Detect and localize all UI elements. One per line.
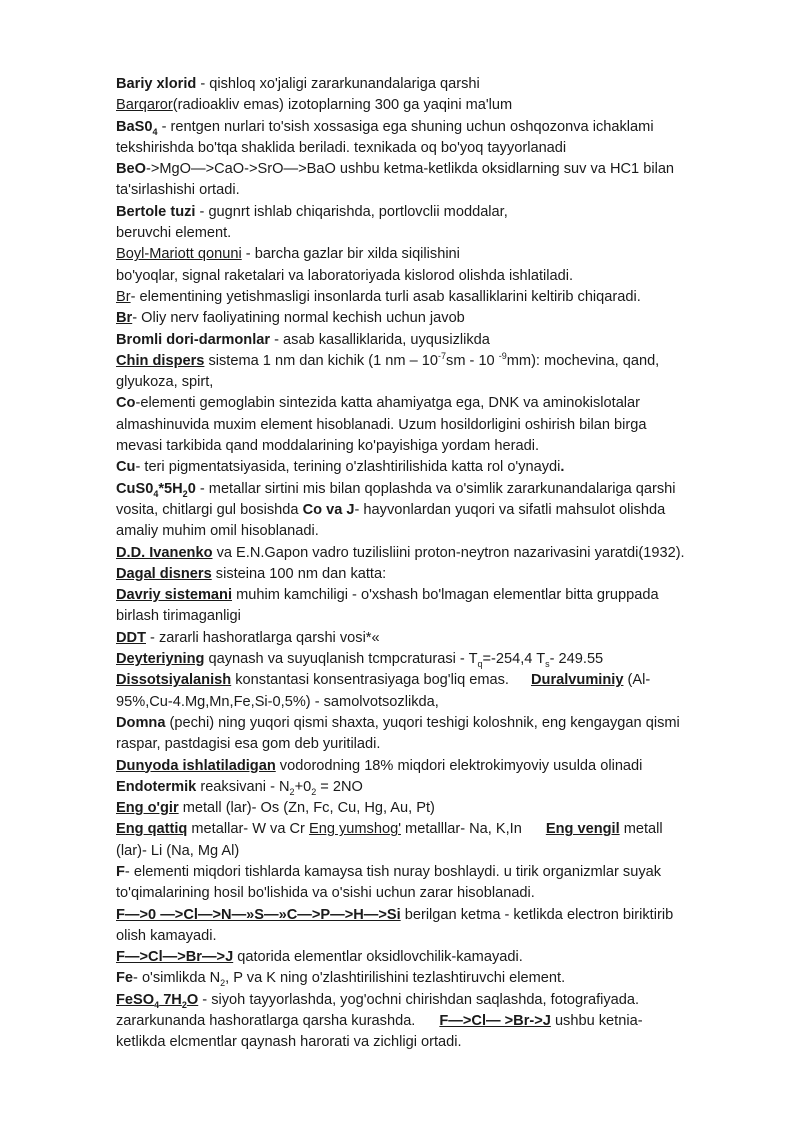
entry-feso4-cont: zararkunanda hashoratlarga qarsha kurashda. F—>Cl— >Br->J ushbu ketnia- (116, 1013, 643, 1030)
entry-domna-cont: raspar, pastdagisi esa gom deb yuritiladi. (116, 736, 381, 753)
entry-fe: Fe- o'simlikda $N_2$, P va K ning o'zlashtirilishini tezlashtiruvchi element. (116, 970, 566, 989)
entry-deyteriy: Deyteriyning qaynash va suyuqlanish tcmpcraturasi - $T_q=-254,4$ $T_s-$ 249.55 (116, 651, 604, 669)
entry-barqaror (116, 95, 756, 116)
term: $BaS0_4$ (116, 118, 158, 137)
entry-co-cont: almashinuvida muxim element hisoblanadi. Uzum hosildorligini oshirish bilan birga (116, 416, 647, 433)
term: D.D. Ivanenko (116, 544, 213, 561)
entry-davriy-cont: birlash tirimaganligi (116, 608, 241, 625)
term: Endotermik (116, 778, 197, 795)
definition: - rentgen nurlari to'sish xossasiga ega shuning uchun oshqozonva ichaklami (157, 118, 654, 135)
term: Bariy xlorid (116, 76, 197, 92)
entry-feso4-cont2: ketlikda elcmentlar qaynash harorati va zichligi ortadi. (116, 1034, 462, 1051)
term: Dagal disners (116, 565, 212, 582)
entry-ivanenko (116, 543, 756, 564)
entry-cuso4 (116, 479, 756, 500)
term: Br (116, 310, 133, 327)
term: Bertole tuzi (116, 203, 196, 220)
entry-feso4 (116, 990, 756, 1011)
entry-f-cont: to'qimalarining hosil bo'lishida va o'sishi uchun zarar hisoblanadi. (116, 885, 535, 902)
definition: - teri pigmentatsiyasida, terining o'zlashtirilishida katta rol o'ynaydi (135, 459, 561, 476)
entry-co-cont2: mevasi tarkibida qand moddalarining ko'payishiga yordam heradi. (116, 438, 539, 455)
definition: va E.N.Gapon vadro tuzilisliini proton-neytron nazarivasini yaratdi(1932). (212, 544, 685, 561)
entry-br-1 (116, 287, 756, 308)
definition: - Oliy nerv faoliyatining normal kechish uchun javob (132, 310, 465, 327)
term: Eng vengil (545, 821, 620, 838)
definition: (radioakliv emas) izotoplarning 300 ga yaqini ma'lum (172, 97, 513, 114)
entry-boyl-cont: bo'yoqlar, signal raketalari va laboratoriyada kislorod olishda ishlatiladi. (116, 267, 574, 284)
term: Duralvuminiy (530, 672, 624, 689)
term: F—>0 —>Cl—>N—»S—»C—>P—>H—>Si (116, 906, 401, 923)
definition: vodorodning 18% miqdori elektrokimyoviy usulda olinadi (275, 757, 643, 774)
term: FeSO$_4$ $7H_2O$ (116, 991, 199, 1010)
definition: - siyoh tayyorlashda, yog'ochni chirishdan saqlashda, fotografiyada. (198, 991, 640, 1008)
term: Boyl-Mariott qonuni (116, 246, 242, 263)
term: F—>Cl— >Br->J (439, 1013, 551, 1030)
term: Deyteriyning (116, 651, 205, 668)
entry-f-series-2 (116, 947, 756, 968)
term: Chin dispers (116, 352, 205, 369)
definition: ->MgO—>CaO->SrO—>BaO ushbu ketma-ketlikda oksidlarning suv va HC1 bilan (146, 161, 675, 178)
definition: sisteina 100 nm dan katta: (211, 565, 387, 582)
entry-br-2 (116, 308, 756, 329)
definition: muhim kamchiligi - o'xshash bo'lmagan elementlar bitta gruppada (232, 587, 659, 604)
entry-beo-cont: ta'sirlashishi ortadi. (116, 182, 240, 199)
definition: (pechi) ning yuqori qismi shaxta, yuqori teshigi koloshnik, eng kengaygan qismi (165, 714, 680, 731)
term: F (116, 863, 125, 880)
term: Bromli dori-darmonlar (116, 331, 271, 348)
entry-eng-qattiq: Eng qattiq metallar- W va Cr Eng yumshog' metalllar- Na, K,In Eng vengil metall (116, 821, 663, 838)
term: F—>Cl—>Br—>J (116, 949, 234, 966)
term: Co va J (302, 501, 355, 518)
entry-duralvuminiy-cont: 95%,Cu-4.Mg,Mn,Fe,Si-0,5%) - samolvotsozlikda, (116, 693, 439, 710)
term: Barqaror (116, 97, 173, 114)
term: Dunyoda ishlatiladigan (116, 757, 276, 774)
document-page (116, 74, 756, 1054)
entry-eng-ogir (116, 798, 756, 819)
term: $CuS0_4*5H_20$ (116, 480, 196, 499)
entry-davriy (116, 585, 756, 606)
entry-cuso4-cont2: amaliy muhim omil hisoblanadi. (116, 523, 319, 540)
definition: berilgan ketma - ketlikda electron biriktirib (400, 906, 674, 923)
entry-cuso4-cont: vosita, chitlargi gul bosishda Co va J- hayvonlardan yuqori va sifatli mahsulot olishda (116, 501, 666, 518)
entry-boyl-mariott (116, 244, 756, 265)
definition: - gugnrt ishlab chiqarishda, portlovclii moddalar, (195, 203, 508, 220)
term: Eng o'gir (116, 800, 179, 817)
term: BeO (116, 161, 147, 178)
term: Domna (116, 714, 166, 731)
term: Br (116, 288, 131, 305)
entry-co (116, 393, 756, 414)
definition: - elementining yetishmasligi insonlarda turli asab kasalliklarini keltirib chiqaradi. (130, 288, 641, 305)
entry-bertole-cont: beruvchi element. (116, 225, 232, 242)
definition: - elementi miqdori tishlarda kamaysa tish nuray boshlaydi. u tirik organizmlar suyak (124, 863, 662, 880)
definition: metall (lar)- Os (Zn, Fc, Cu, Hg, Au, Pt) (178, 800, 435, 817)
term: DDT (116, 629, 146, 646)
entry-f (116, 862, 756, 883)
entry-endotermik: Endotermik reaksivani - $N_2+0_2 = 2NO$ (116, 778, 363, 797)
term: Cu (116, 459, 136, 476)
entry-baso4 (116, 117, 756, 138)
term: Eng qattiq (116, 821, 188, 838)
entry-ddt (116, 628, 756, 649)
definition: - zararli hashoratlarga qarshi vosi*« (146, 629, 380, 646)
definition: - metallar sirtini mis bilan qoplashda va o'simlik zararkunandalariga qarshi (195, 480, 676, 497)
entry-bariy-xlorid (116, 74, 756, 95)
entry-eng-vengil-cont: (lar)- Li (Na, Mg Al) (116, 842, 240, 859)
definition: - asab kasalliklarida, uyqusizlikda (270, 331, 490, 348)
entry-bromli (116, 330, 756, 351)
entry-domna (116, 713, 756, 734)
entry-baso4-cont: tekshirishda bo'tqa shaklida beriladi. texnikada oq bo'yoq tayyorlanadi (116, 139, 567, 156)
term: Dissotsiyalanish (116, 672, 232, 689)
entry-f-series-1 (116, 905, 756, 926)
definition: - barcha gazlar bir xilda siqilishini (241, 246, 460, 263)
entry-cu: Cu- teri pigmentatsiyasida, terining o'zlashtirilishida katta rol o'ynaydi. (116, 459, 565, 476)
entry-bertole-tuzi (116, 202, 756, 223)
entry-dagal (116, 564, 756, 585)
term: Davriy sistemani (116, 587, 233, 604)
definition: -elementi gemoglabin sintezida katta ahamiyatga ega, DNK va aminokislotalar (135, 395, 641, 412)
term: Fe (116, 970, 134, 987)
entry-dunyoda (116, 756, 756, 777)
entry-chin-cont: glyukoza, spirt, (116, 374, 214, 391)
entry-chin-dispers: Chin dispers sistema 1 nm dan kichik (1 nm – $10^{-7}sm - 10$ $^{-9}$mm): mochevina, qand, (116, 351, 660, 369)
term: Co (116, 395, 136, 412)
definition: - qishloq xo'jaligi zararkunandalariga qarshi (196, 76, 480, 92)
term: Eng yumshog' (308, 821, 401, 838)
definition: qatorida elementlar oksidlovchilik-kamayadi. (233, 949, 523, 966)
entry-beo (116, 159, 756, 180)
entry-f-series-1-cont: olish kamayadi. (116, 927, 217, 944)
entry-dissotsiyalanish: Dissotsiyalanish konstantasi konsentrasiyaga bog'liq emas. Duralvuminiy (Al- (116, 672, 651, 689)
